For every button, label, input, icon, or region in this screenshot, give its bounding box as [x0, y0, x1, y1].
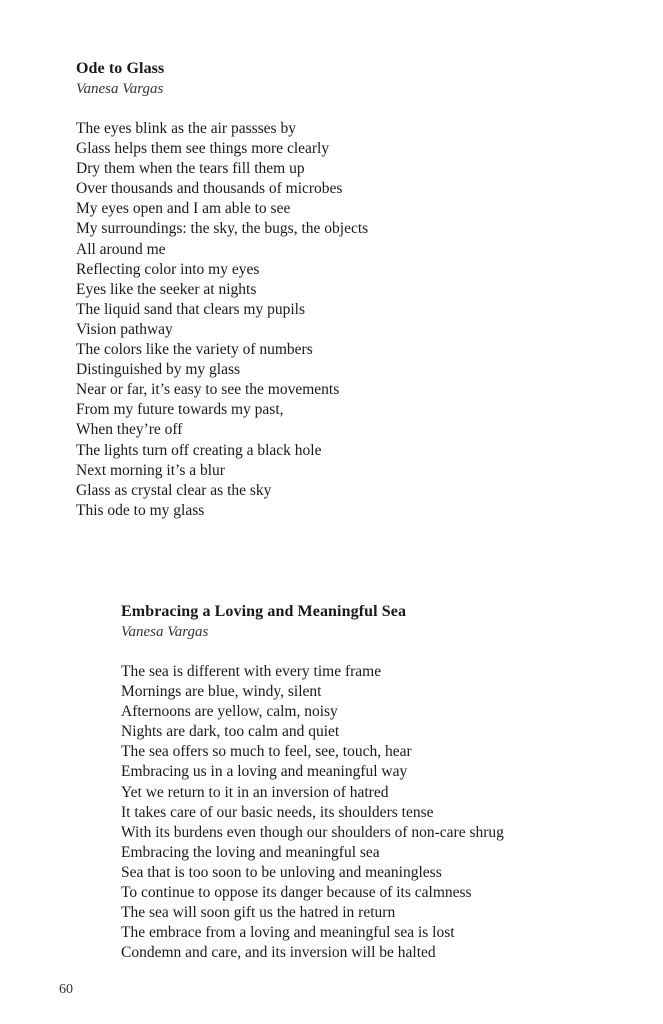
page-number: 60	[59, 982, 73, 997]
poem-line: Glass helps them see things more clearly	[76, 140, 330, 158]
poem-line: Glass as crystal clear as the sky	[76, 481, 272, 499]
poem-line: Sea that is too soon to be unloving and meaningless	[121, 863, 442, 881]
poem-line: Dry them when the tears fill them up	[76, 160, 305, 178]
poem-line: Embracing us in a loving and meaningful way	[121, 763, 408, 781]
poem-ode-to-glass	[76, 59, 636, 521]
poem-body	[121, 662, 651, 963]
poem-line: Afternoons are yellow, calm, noisy	[121, 703, 338, 721]
poem-line: Condemn and care, and its inversion will be halted	[121, 944, 436, 962]
poem-line: Reflecting color into my eyes	[76, 260, 260, 278]
poem-line: The colors like the variety of numbers	[76, 341, 313, 359]
poem-line: Embracing the loving and meaningful sea	[121, 843, 380, 861]
poem-line: My eyes open and I am able to see	[76, 200, 291, 218]
poem-title: Ode to Glass	[76, 60, 165, 77]
poem-line: The lights turn off creating a black hole	[76, 441, 322, 459]
poem-line: Over thousands and thousands of microbes	[76, 180, 343, 198]
poem-title: Embracing a Loving and Meaningful Sea	[121, 603, 407, 620]
poem-author: Vanesa Vargas	[76, 81, 164, 97]
poem-line: The eyes blink as the air passses by	[76, 120, 296, 137]
poem-line: The sea will soon gift us the hatred in return	[121, 904, 396, 922]
poem-line: To continue to oppose its danger because of its calmness	[121, 884, 472, 902]
poem-line: Vision pathway	[76, 320, 173, 338]
poem-line: Yet we return to it in an inversion of hatred	[121, 783, 389, 801]
poem-line: From my future towards my past,	[76, 401, 284, 419]
poem-body	[76, 119, 636, 521]
poem-line: The sea offers so much to feel, see, touch, hear	[121, 743, 412, 761]
poem-line: Eyes like the seeker at nights	[76, 280, 257, 298]
poem-line: Mornings are blue, windy, silent	[121, 683, 322, 701]
poem-line: Near or far, it’s easy to see the movements	[76, 381, 340, 399]
poem-line: All around me	[76, 240, 166, 258]
poem-line: Nights are dark, too calm and quiet	[121, 723, 340, 741]
poem-line: The embrace from a loving and meaningful sea is lost	[121, 924, 455, 942]
poem-line: This ode to my glass	[76, 501, 205, 519]
poem-line: My surroundings: the sky, the bugs, the objects	[76, 220, 369, 238]
poem-line: It takes care of our basic needs, its shoulders tense	[121, 803, 434, 821]
poem-embracing-sea	[121, 602, 651, 963]
poem-line: The liquid sand that clears my pupils	[76, 300, 306, 318]
poem-line: The sea is different with every time frame	[121, 663, 382, 680]
poem-line: Next morning it’s a blur	[76, 461, 225, 479]
poem-line: Distinguished by my glass	[76, 361, 241, 379]
poem-line: With its burdens even though our shoulders of non-care shrug	[121, 823, 504, 841]
poem-line: When they’re off	[76, 421, 183, 439]
poem-author: Vanesa Vargas	[121, 624, 209, 640]
